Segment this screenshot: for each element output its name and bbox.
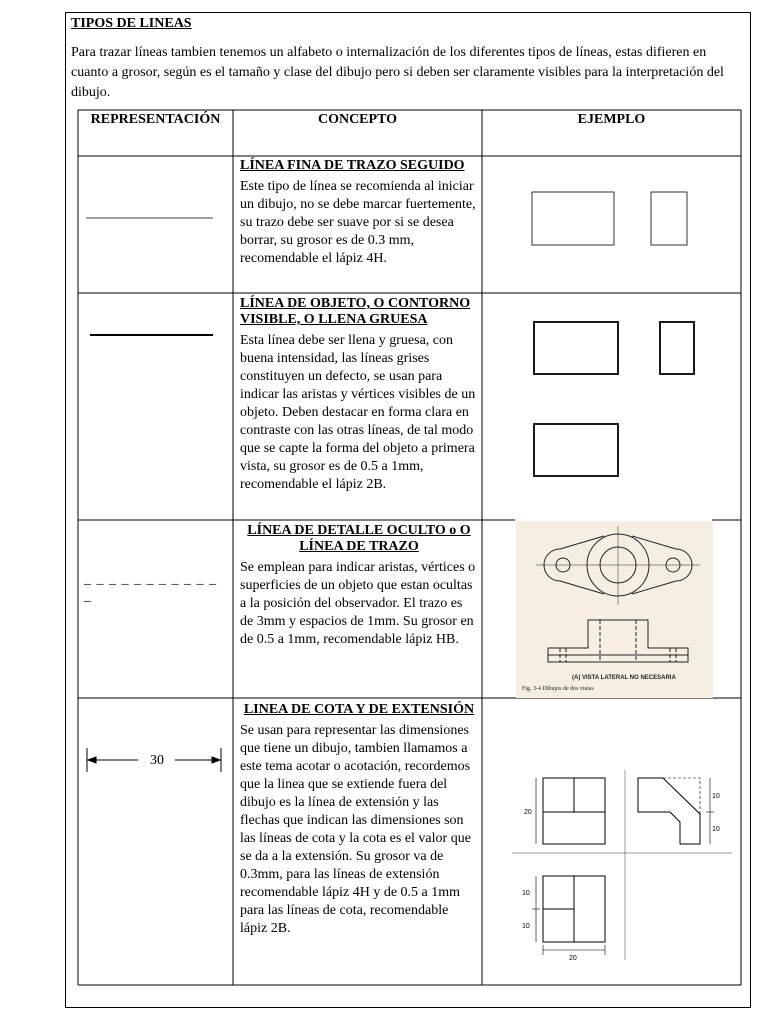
figure-caption-a: (A) VISTA LATERAL NO NECESARIA: [572, 675, 676, 681]
dashed-line-sample-end: _: [84, 589, 91, 604]
dim-label-bottom-upper: 10: [522, 890, 530, 897]
intro-paragraph: Para trazar líneas tambien tenemos un alfabeto o internalización de los diferentes tipos de líneas, estas difieren en cuanto a grosor, según es el tamaño y clase del dibujo pero si deben ser claramente visibles para la interpretación del dibujo.: [71, 45, 724, 100]
dim-label-height: 20: [524, 809, 532, 816]
dim-label-bottom-lower: 10: [522, 923, 530, 930]
header-ejemplo: EJEMPLO: [577, 112, 646, 127]
dimension-value: 30: [150, 753, 164, 768]
dim-label-width: 20: [569, 955, 577, 962]
row2-title: LÍNEA DE OBJETO, O CONTORNO VISIBLE, O LLENA GRUESA: [240, 296, 471, 327]
dashed-line-sample: _ _ _ _ _ _ _ _ _ _ _: [84, 572, 217, 587]
row3-title: LÍNEA DE DETALLE OCULTO o O LÍNEA DE TRAZO: [247, 523, 471, 554]
row4-title: LINEA DE COTA Y DE EXTENSIÓN: [243, 702, 475, 717]
figure-caption-b: Fig. 3-4 Dibujos de dos vistas: [522, 686, 594, 692]
dim-label-upper: 10: [712, 793, 720, 800]
row2-body: Esta línea debe ser llena y gruesa, con buena intensidad, las líneas grises constituyen un defecto, se usan para indicar las aristas y vértices visibles de un objeto. Deben destacar en forma clara en contraste con las otras líneas, de tal modo que se capte la forma del objeto a primera vista, su grosor es de 0.5 a 1mm, recomendable el lápiz 2B.: [240, 333, 476, 492]
dim-label-lower: 10: [712, 826, 720, 833]
header-concepto: CONCEPTO: [317, 112, 398, 127]
row1-body: Este tipo de línea se recomienda al iniciar un dibujo, no se debe marcar fuertemente, su trazo debe ser suave por si se desea borrar, su grosor es de 0.3 mm, recomendable el lápiz 4H.: [240, 179, 476, 266]
row3-body: Se emplean para indicar aristas, vértices o superficies de un objeto que estan ocultas a la posición del observador. El trazo es de 3mm y espacios de 1mm. Su grosor en de 0.5 a 1mm, recomendable lápiz HB.: [240, 560, 476, 647]
row1-title: LÍNEA FINA DE TRAZO SEGUIDO: [240, 158, 465, 173]
row4-body: Se usan para representar las dimensiones que tiene un dibujo, tambien llamamos a este tema acotar o acotación, recordemos que la linea que se extiende fuera del dibujo es la línea de extensión y las flechas que indican las dimensiones son las líneas de cota y la cota es el valor que se da a la extensión. Su grosor va de 0.3mm, para las líneas de extensión recomendable lápiz 4H y de 0.5 a 1mm para las líneas de cota, recomendable lápiz 2B.: [240, 723, 471, 936]
document-heading: TIPOS DE LINEAS: [71, 16, 192, 31]
header-representacion: REPRESENTACIÓN: [90, 112, 221, 127]
